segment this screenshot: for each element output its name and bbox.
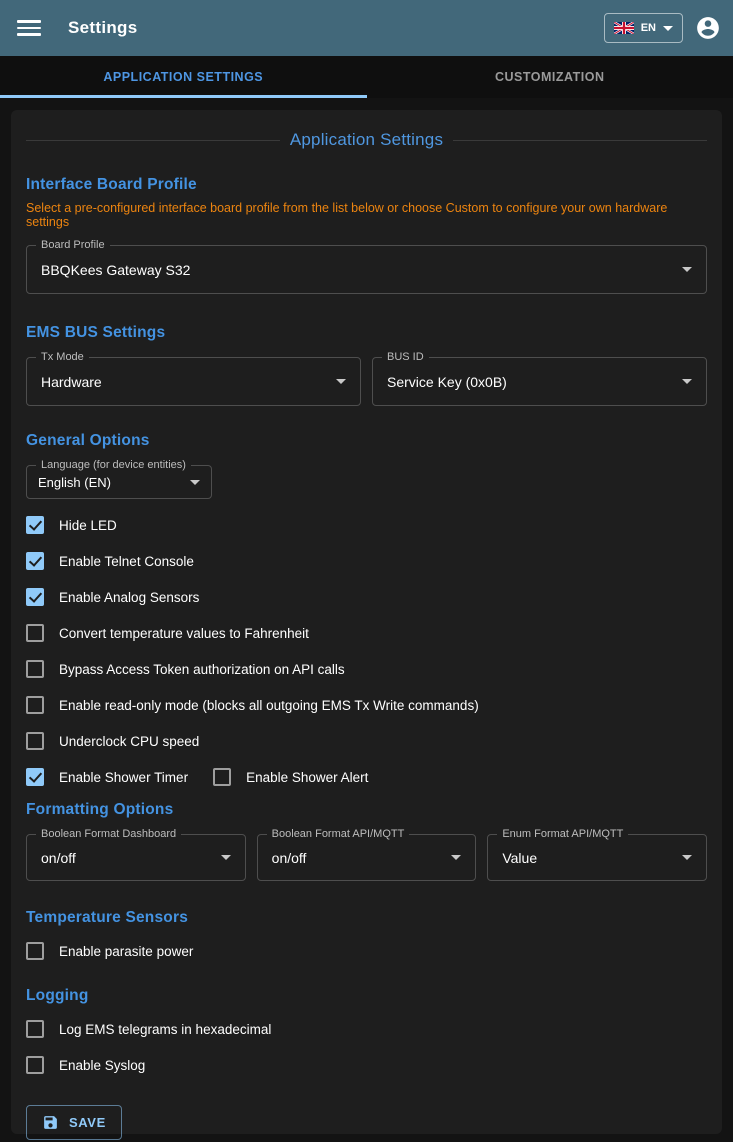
fahrenheit-checkbox[interactable]	[26, 624, 44, 642]
dropdown-arrow-icon	[682, 855, 692, 860]
checkbox-row	[26, 657, 707, 681]
checkbox-label[interactable]: Enable Telnet Console	[59, 553, 194, 569]
bool-format-dashboard-value: on/off	[41, 849, 76, 866]
hide-led-checkbox[interactable]	[26, 516, 44, 534]
shower-timer-checkbox[interactable]	[26, 768, 44, 786]
checkbox-label[interactable]: Underclock CPU speed	[59, 733, 200, 749]
app-bar	[0, 0, 733, 56]
read-only-mode-checkbox[interactable]	[26, 696, 44, 714]
checkbox-label[interactable]: Enable Shower Alert	[246, 769, 369, 785]
bus-id-select[interactable]	[372, 351, 707, 406]
checkbox-label[interactable]: Enable parasite power	[59, 943, 194, 959]
app-bar-actions	[604, 13, 721, 43]
board-profile-value: BBQKees Gateway S32	[41, 261, 191, 278]
save-floppy-icon	[42, 1114, 59, 1131]
bool-format-api-value: on/off	[271, 849, 307, 866]
board-profile-label: Board Profile	[36, 239, 110, 251]
checkbox-row	[26, 621, 707, 645]
checkbox-row	[26, 693, 707, 717]
bool-format-dashboard-label: Boolean Format Dashboard	[36, 828, 181, 840]
section-general-options-heading: General Options	[26, 432, 150, 449]
bool-format-dashboard-select[interactable]	[26, 828, 246, 881]
chevron-down-icon	[663, 26, 673, 31]
shower-alert-checkbox[interactable]	[213, 768, 231, 786]
dropdown-arrow-icon	[682, 379, 692, 384]
board-profile-select[interactable]	[26, 239, 707, 294]
checkbox-row	[26, 1053, 707, 1077]
hamburger-menu-icon[interactable]	[12, 11, 46, 45]
checkbox-row	[26, 549, 707, 573]
checkbox-label[interactable]: Hide LED	[59, 517, 117, 533]
save-button-label: SAVE	[69, 1115, 106, 1130]
bus-id-value: Service Key (0x0B)	[387, 373, 507, 390]
dropdown-arrow-icon	[336, 379, 346, 384]
title-divider-left	[26, 140, 280, 141]
checkbox-label[interactable]: Enable Analog Sensors	[59, 589, 200, 605]
section-temperature-sensors-heading: Temperature Sensors	[26, 909, 189, 926]
checkbox-row-shower	[26, 765, 707, 789]
save-button[interactable]	[26, 1105, 122, 1140]
page-header-title: Settings	[68, 18, 138, 37]
enable-analog-sensors-checkbox[interactable]	[26, 588, 44, 606]
checkbox-label[interactable]: Enable read-only mode (blocks all outgoing EMS Tx Write commands)	[59, 697, 479, 713]
bool-format-api-select[interactable]	[257, 828, 477, 881]
checkbox-label[interactable]: Bypass Access Token authorization on API calls	[59, 661, 345, 677]
enum-format-api-value: Value	[502, 849, 538, 866]
enable-telnet-checkbox[interactable]	[26, 552, 44, 570]
checkbox-row	[26, 729, 707, 753]
checkbox-row	[26, 585, 707, 609]
section-ems-bus-heading: EMS BUS Settings	[26, 324, 166, 341]
board-profile-hint-text: Select a pre-configured interface board profile from the list below or choose Custom to configure your own hardware settings	[26, 201, 668, 229]
tx-mode-select[interactable]	[26, 351, 361, 406]
dropdown-arrow-icon	[682, 267, 692, 272]
enum-format-api-select[interactable]	[487, 828, 707, 881]
tab-application-settings[interactable]: APPLICATION SETTINGS	[103, 70, 264, 84]
language-entities-label: Language (for device entities)	[36, 459, 191, 471]
dropdown-arrow-icon	[221, 855, 231, 860]
language-selector[interactable]	[604, 13, 683, 43]
account-avatar-icon[interactable]	[695, 15, 721, 41]
log-hex-checkbox[interactable]	[26, 1020, 44, 1038]
bus-id-label: BUS ID	[382, 351, 429, 363]
checkbox-label[interactable]: Enable Syslog	[59, 1057, 146, 1073]
active-tab-indicator	[0, 95, 367, 98]
checkbox-row	[26, 513, 707, 537]
bool-format-api-label: Boolean Format API/MQTT	[267, 828, 410, 840]
tab-customization[interactable]: CUSTOMIZATION	[494, 70, 605, 84]
uk-flag-icon	[614, 22, 634, 34]
bypass-token-checkbox[interactable]	[26, 660, 44, 678]
section-formatting-heading: Formatting Options	[26, 801, 174, 818]
enum-format-api-label: Enum Format API/MQTT	[497, 828, 628, 840]
checkbox-label[interactable]: Enable Shower Timer	[59, 769, 189, 785]
underclock-cpu-checkbox[interactable]	[26, 732, 44, 750]
page-title-row	[26, 130, 707, 150]
tx-mode-value: Hardware	[41, 373, 102, 390]
dropdown-arrow-icon	[190, 480, 200, 485]
language-entities-value: English (EN)	[38, 474, 111, 490]
settings-tabbar	[0, 56, 733, 98]
checkbox-row	[26, 1017, 707, 1041]
checkbox-label[interactable]: Convert temperature values to Fahrenheit	[59, 625, 309, 641]
language-code-label: EN	[640, 22, 656, 34]
enable-syslog-checkbox[interactable]	[26, 1056, 44, 1074]
language-entities-select[interactable]	[26, 459, 212, 499]
application-settings-card	[11, 110, 722, 1134]
checkbox-row	[26, 939, 707, 963]
section-interface-board-heading: Interface Board Profile	[26, 176, 197, 193]
dropdown-arrow-icon	[451, 855, 461, 860]
page-title: Application Settings	[289, 130, 444, 149]
checkbox-label[interactable]: Log EMS telegrams in hexadecimal	[59, 1021, 272, 1037]
parasite-power-checkbox[interactable]	[26, 942, 44, 960]
tx-mode-label: Tx Mode	[36, 351, 89, 363]
title-divider-right	[453, 140, 707, 141]
section-logging-heading: Logging	[26, 987, 89, 1004]
